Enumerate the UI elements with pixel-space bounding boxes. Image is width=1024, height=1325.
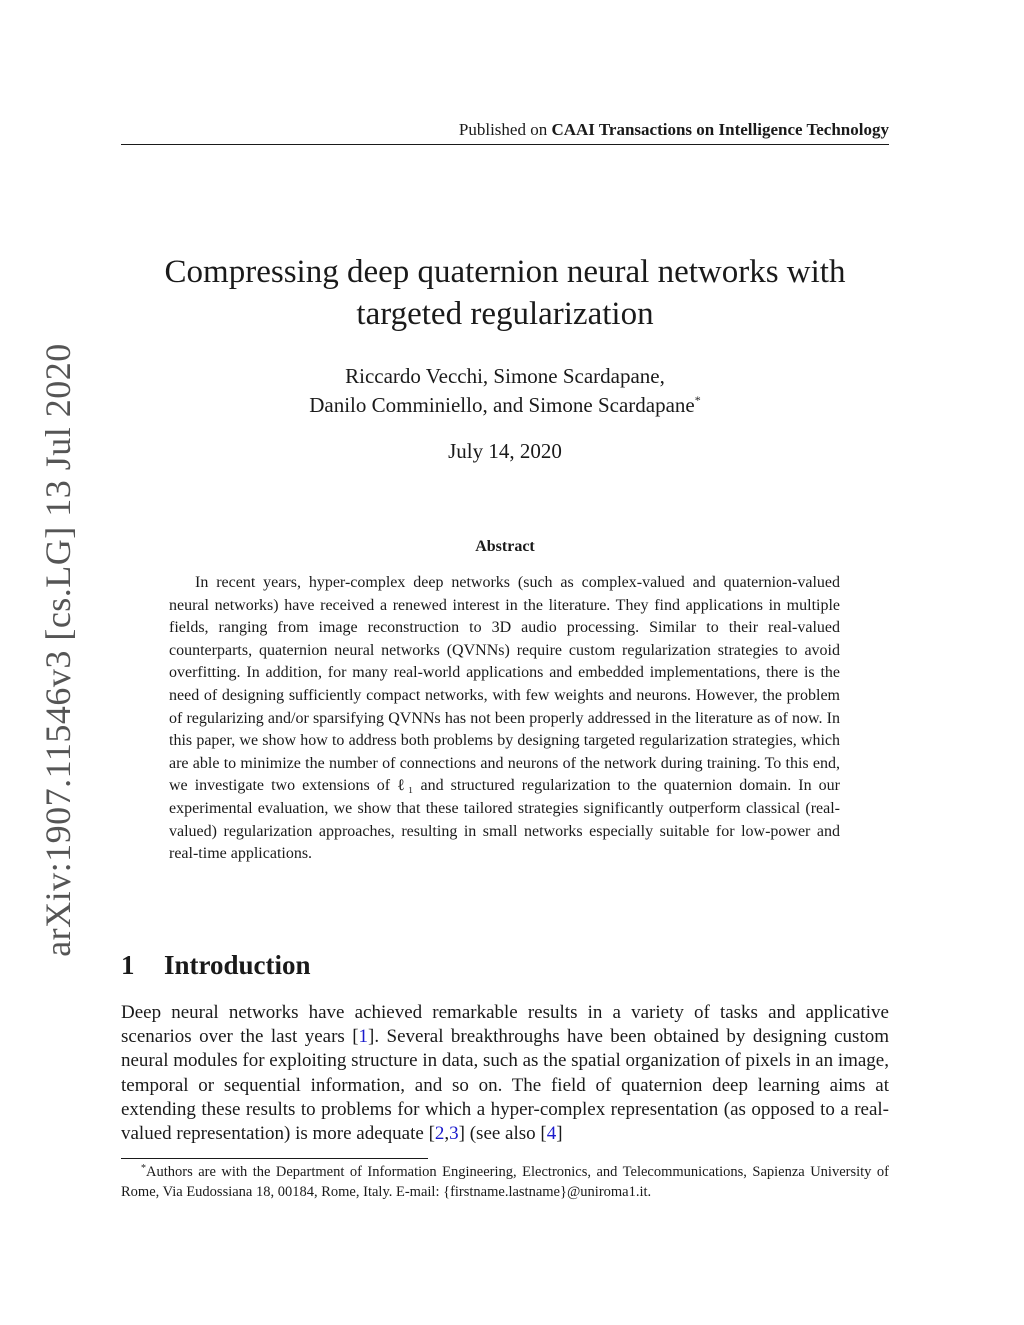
citation-separator: , (444, 1123, 450, 1145)
footnote-rule (121, 1158, 428, 1159)
citation-link-2[interactable]: 2 (434, 1123, 445, 1145)
section-number: 1 (121, 950, 135, 980)
citation-link-1[interactable]: 1 (358, 1026, 369, 1048)
section-title: Introduction (164, 950, 311, 980)
journal-name: CAAI Transactions on Intelligence Technology (551, 120, 889, 139)
intro-text-3: ] (see also [ (458, 1123, 547, 1145)
intro-text-1: Deep neural networks have achieved remarkable results in a variety of tasks and applicative scenarios over the last years [ (121, 1002, 889, 1048)
intro-paragraph (121, 1001, 889, 1146)
footnote-mark: * (141, 1163, 146, 1174)
footnote (121, 1162, 889, 1202)
header-prefix: Published on (458, 120, 552, 139)
citation-link-4[interactable]: 4 (546, 1123, 557, 1145)
paper-date: July 14, 2020 (448, 439, 562, 463)
title-line-1: Compressing deep quaternion neural networks with (164, 254, 846, 290)
authors-line-1: Riccardo Vecchi, Simone Scardapane, (345, 364, 665, 388)
abstract-heading: Abstract (475, 538, 535, 555)
arxiv-side-label: arXiv:1907.11546v3 [cs.LG] 13 Jul 2020 (38, 343, 78, 957)
running-header (121, 118, 889, 142)
authors-line-2 (121, 391, 889, 420)
intro-text-2: ]. Several breakthroughs have been obtained by designing custom neural modules for exploiting structure in data, such as the spatial organization of pixels in an image, temporal or sequential information, and so on. The field of quaternion deep learning aims at extending these results to problems for which a hyper-complex representation (as opposed to a real-valued representation) is more adequate [ (121, 1026, 889, 1145)
section-heading (121, 948, 889, 982)
authors-line-2-text: Danilo Comminiello, and Simone Scardapane (309, 393, 695, 417)
citation-link-3[interactable]: 3 (449, 1123, 459, 1145)
intro-text-4: ] (556, 1123, 563, 1145)
footnote-text: Authors are with the Department of Information Engineering, Electronics, and Telecommunications, Sapienza University of Rome, Via Eudossiana 18, 00184, Rome, Italy. E-mail: {firstname.lastname}@uniroma1.it. (121, 1164, 889, 1200)
paper-title (121, 251, 889, 335)
author-footnote-mark: * (694, 393, 701, 407)
header-rule (121, 144, 889, 145)
author-list (121, 362, 889, 420)
abstract-text: In recent years, hyper-complex deep networks (such as complex-valued and quaternion-valued neural networks) have received a renewed interest in the literature. They find applications in multiple fields, ranging from image reconstruction to 3D audio processing. Similar to their real-valued counterparts, quaternion neural networks (QVNNs) require custom regularization strategies to avoid overfitting. In addition, for many real-world applications and embedded implementations, there is the need of designing sufficiently compact networks, with few weights and neurons. However, the problem of regularizing and/or sparsifying QVNNs has not been properly addressed in the literature as of now. In this paper, we show how to address both problems by designing targeted regularization strategies, which are able to minimize the number of connections and neurons of the network during training. To this end, we investigate two extensions of ℓ₁ and structured regularization to the quaternion domain. In our experimental evaluation, we show that these tailored strategies significantly outperform classical (real-valued) regularization approaches, resulting in small networks especially suitable for low-power and real-time applications. (169, 574, 840, 863)
title-line-2: targeted regularization (356, 296, 654, 332)
